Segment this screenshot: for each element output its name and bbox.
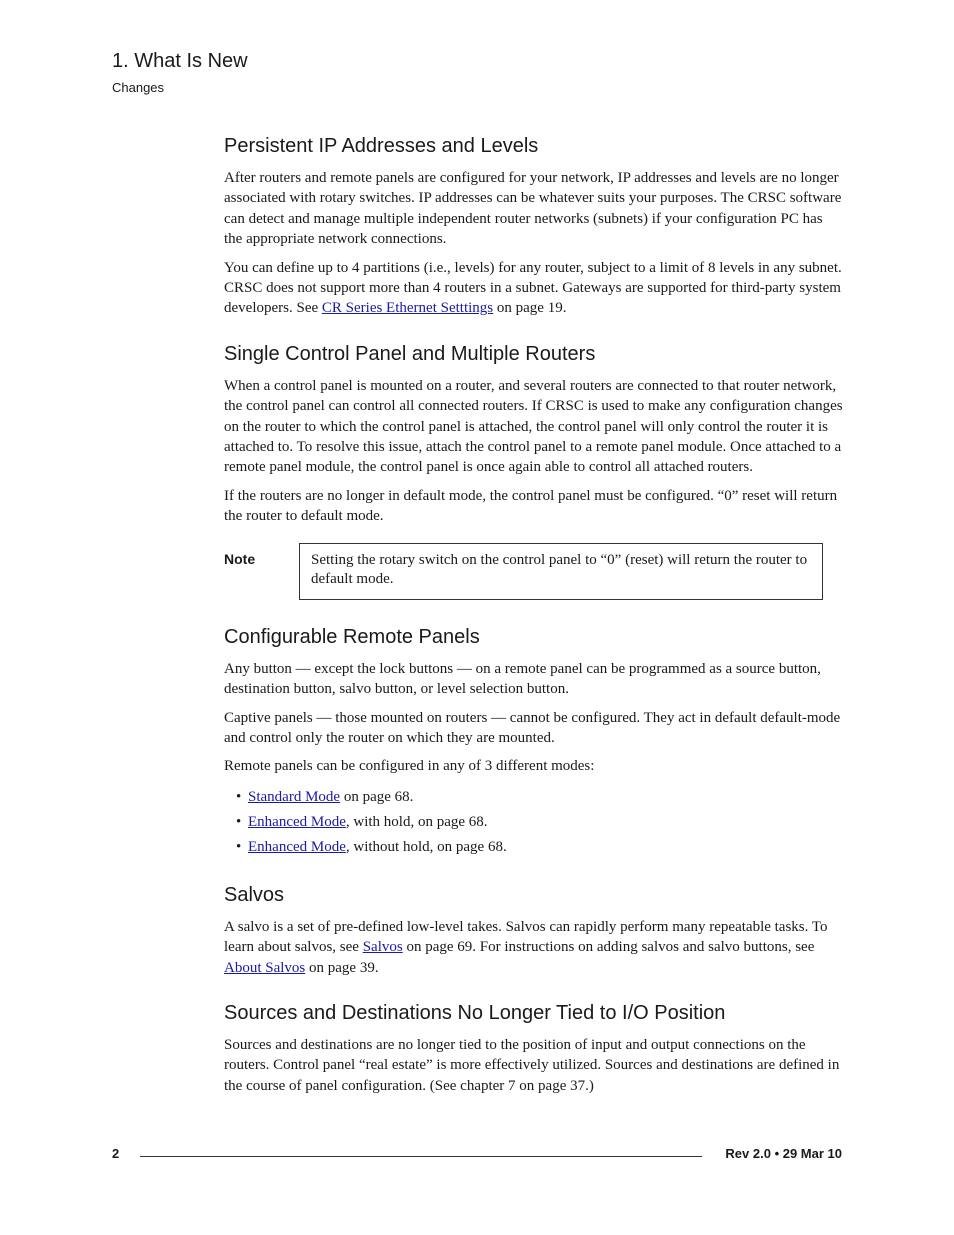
paragraph	[224, 258, 844, 319]
ethernet-settings-link[interactable]: CR Series Ethernet Setttings	[321, 300, 494, 317]
revision-label: Rev 2.0 • 29 Mar 10	[725, 1146, 842, 1161]
paragraph	[224, 917, 844, 978]
note-box: Setting the rotary switch on the control panel to “0” (reset) will return the router to default mode.	[299, 543, 823, 600]
list-item	[236, 835, 844, 860]
main-content	[224, 133, 844, 1118]
enhanced-mode-link[interactable]: Enhanced Mode	[248, 813, 346, 830]
paragraph: Remote panels can be configured in any of 3 different modes:	[224, 758, 595, 775]
section-sources-destinations	[224, 1000, 844, 1096]
page-number: 2	[112, 1146, 120, 1161]
section-single-control	[224, 341, 844, 600]
footer-divider	[140, 1156, 702, 1157]
list-item	[236, 810, 844, 835]
bullet: •	[236, 788, 242, 805]
section-heading: Single Control Panel and Multiple Routers	[224, 342, 596, 365]
section-heading: Configurable Remote Panels	[224, 625, 480, 648]
about-salvos-link[interactable]: About Salvos	[224, 959, 306, 976]
paragraph: After routers and remote panels are configured for your network, IP addresses and levels are no longer associated with rotary switches. IP addresses can be whatever suits your purposes. The CRSC software can detect and manage multiple independent router networks (subnets) if your configuration PC has the appropriate network connections.	[224, 170, 842, 248]
salvos-link[interactable]: Salvos	[362, 939, 403, 956]
section-persistent-ip	[224, 133, 844, 319]
section-heading: Sources and Destinations No Longer Tied to I/O Position	[224, 1001, 726, 1024]
paragraph-text: You can define up to 4 partitions (i.e., levels) for any router, subject to a limit of 8 levels in any subnet. CRSC does not support more than 4 routers in a subnet. Gateways are supported for third-party system developers. See	[224, 259, 842, 317]
list-item-text: , without hold, on page 68.	[345, 838, 507, 855]
section-configurable-panels	[224, 624, 844, 860]
paragraph-text: on page 69. For instructions on adding salvos and salvo buttons, see	[402, 939, 815, 956]
section-heading: Persistent IP Addresses and Levels	[224, 135, 539, 157]
note	[224, 543, 844, 600]
paragraph: Any button — except the lock buttons — on a remote panel can be programmed as a source button, destination button, salvo button, or level selection button.	[224, 660, 821, 698]
modes-list	[224, 785, 844, 860]
bullet: •	[236, 813, 242, 830]
paragraph: Sources and destinations are no longer tied to the position of input and output connections on the routers. Control panel “real estate” is more effectively utilized. Sources and destinations are defined in the course of panel configuration. (See chapter 7 on page 37.)	[224, 1036, 840, 1094]
list-item-text: , with hold, on page 68.	[345, 813, 488, 830]
list-item-text: on page 68.	[340, 788, 414, 805]
paragraph-text: on page 39.	[305, 959, 379, 976]
list-item	[236, 785, 844, 810]
enhanced-mode-link[interactable]: Enhanced Mode	[248, 838, 346, 855]
section-salvos	[224, 882, 844, 978]
paragraph-text: A salvo is a set of pre-defined low-level takes. Salvos can rapidly perform many repeatable tasks. To learn about salvos, see	[224, 918, 828, 956]
chapter-title: 1. What Is New	[112, 50, 248, 72]
paragraph: Captive panels — those mounted on routers — cannot be configured. They act in default default-mode and control only the router on which they are mounted.	[224, 709, 841, 746]
standard-mode-link[interactable]: Standard Mode	[248, 788, 341, 805]
running-section-label: Changes	[112, 80, 165, 95]
paragraph-text: on page 19.	[493, 300, 567, 317]
page-footer	[112, 1146, 842, 1166]
bullet: •	[236, 838, 242, 855]
paragraph: When a control panel is mounted on a router, and several routers are connected to that router network, the control panel can control all connected routers. If CRSC is used to make any configuration changes on the router to which the control panel is attached, the control panel will only control the router it is attached to. To resolve this issue, attach the control panel to a remote panel module. Once attached to a remote panel module, the control panel is once again able to control all attached routers.	[224, 377, 843, 476]
section-heading: Salvos	[224, 883, 285, 906]
note-label: Note	[224, 550, 256, 567]
paragraph: If the routers are no longer in default mode, the control panel must be configured. “0” reset will return the router to default mode.	[224, 487, 838, 525]
